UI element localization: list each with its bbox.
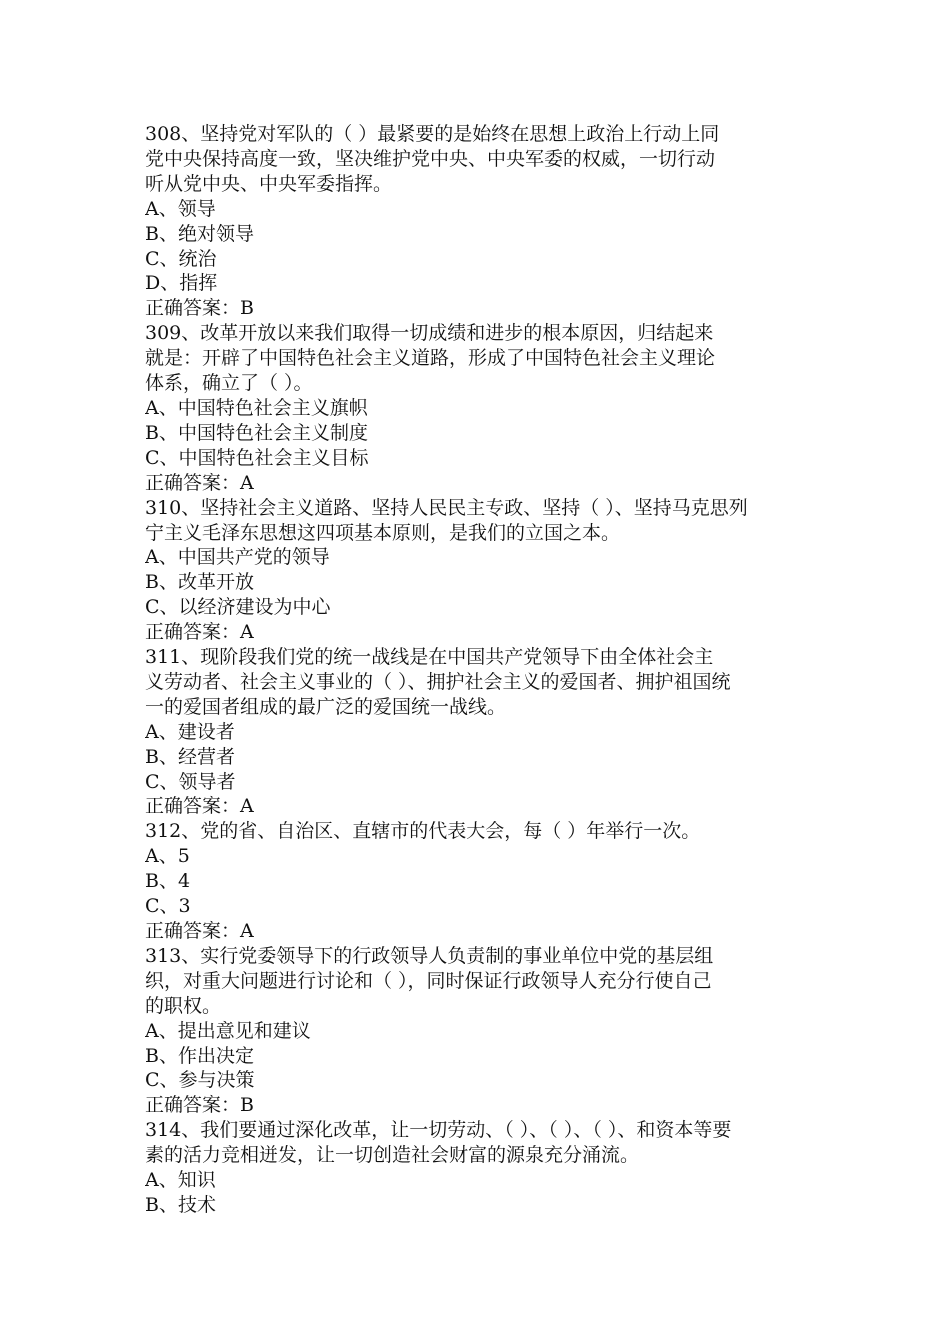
correct-answer: 正确答案：A xyxy=(145,920,254,942)
question-stem-line: 义劳动者、社会主义事业的（ ）、拥护社会主义的爱国者、拥护祖国统 xyxy=(145,670,731,693)
option-a: A、领导 xyxy=(145,197,216,220)
question-stem-line: 织，对重大问题进行讨论和（ ），同时保证行政领导人充分行使自己 xyxy=(145,969,712,992)
question-314 xyxy=(145,1118,807,1218)
question-stem-line: 311、现阶段我们党的统一战线是在中国共产党领导下由全体社会主 xyxy=(145,646,714,669)
option-b: B、绝对领导 xyxy=(145,222,254,245)
option-c: C、领导者 xyxy=(145,770,236,793)
option-c: C、中国特色社会主义目标 xyxy=(145,446,369,469)
option-a: A、提出意见和建议 xyxy=(145,1019,311,1042)
question-stem-line: 一的爱国者组成的最广泛的爱国统一战线。 xyxy=(145,695,507,718)
question-stem-line: 体系，确立了（ ）。 xyxy=(145,372,313,395)
option-a: A、中国共产党的领导 xyxy=(145,546,330,569)
correct-answer: 正确答案：B xyxy=(145,1094,254,1117)
question-310 xyxy=(145,496,807,645)
option-b: B、改革开放 xyxy=(145,571,254,594)
question-stem-line: 党中央保持高度一致，坚决维护党中央、中央军委的权威，一切行动 xyxy=(145,147,716,170)
option-d: D、指挥 xyxy=(145,272,218,295)
document-page xyxy=(145,122,807,1218)
correct-answer: 正确答案：A xyxy=(145,795,254,818)
question-stem-line: 312、党的省、自治区、直辖市的代表大会，每（ ）年举行一次。 xyxy=(145,820,701,843)
option-a: A、建设者 xyxy=(145,720,235,743)
question-stem-line: 314、我们要通过深化改革，让一切劳动、（ ）、（ ）、（ ）、和资本等要 xyxy=(145,1119,732,1142)
question-stem-line: 313、实行党委领导下的行政领导人负责制的事业单位中党的基层组 xyxy=(145,944,714,967)
option-b: B、作出决定 xyxy=(145,1044,254,1067)
option-b: B、中国特色社会主义制度 xyxy=(145,421,368,444)
question-stem-line: 的职权。 xyxy=(145,994,222,1017)
question-stem-line: 素的活力竞相迸发，让一切创造社会财富的源泉充分涌流。 xyxy=(145,1144,640,1167)
question-stem-line: 310、坚持社会主义道路、坚持人民民主专政、坚持（ ）、坚持马克思列 xyxy=(145,496,748,519)
question-309 xyxy=(145,321,807,495)
option-a: A、5 xyxy=(145,845,190,868)
question-stem-line: 听从党中央、中央军委指挥。 xyxy=(145,172,393,195)
correct-answer: 正确答案：A xyxy=(145,471,254,494)
question-stem-line: 309、改革开放以来我们取得一切成绩和进步的根本原因，归结起来 xyxy=(145,322,714,345)
question-stem-line: 308、坚持党对军队的（ ）最紧要的是始终在思想上政治上行动上同 xyxy=(145,123,720,145)
correct-answer: 正确答案：A xyxy=(145,621,254,644)
question-311 xyxy=(145,645,807,819)
option-b: B、4 xyxy=(145,870,191,893)
option-a: A、中国特色社会主义旗帜 xyxy=(145,396,368,419)
option-b: B、经营者 xyxy=(145,745,235,768)
option-a: A、知识 xyxy=(145,1169,216,1192)
option-b: B、技术 xyxy=(145,1193,216,1216)
question-308 xyxy=(145,122,807,321)
option-c: C、3 xyxy=(145,895,191,918)
option-c: C、统治 xyxy=(145,247,217,270)
question-313 xyxy=(145,944,807,1118)
option-c: C、以经济建设为中心 xyxy=(145,596,331,619)
question-stem-line: 宁主义毛泽东思想这四项基本原则，是我们的立国之本。 xyxy=(145,521,621,544)
question-312 xyxy=(145,819,807,944)
option-c: C、参与决策 xyxy=(145,1069,255,1092)
question-stem-line: 就是：开辟了中国特色社会主义道路，形成了中国特色社会主义理论 xyxy=(145,347,716,370)
correct-answer: 正确答案：B xyxy=(145,297,254,320)
